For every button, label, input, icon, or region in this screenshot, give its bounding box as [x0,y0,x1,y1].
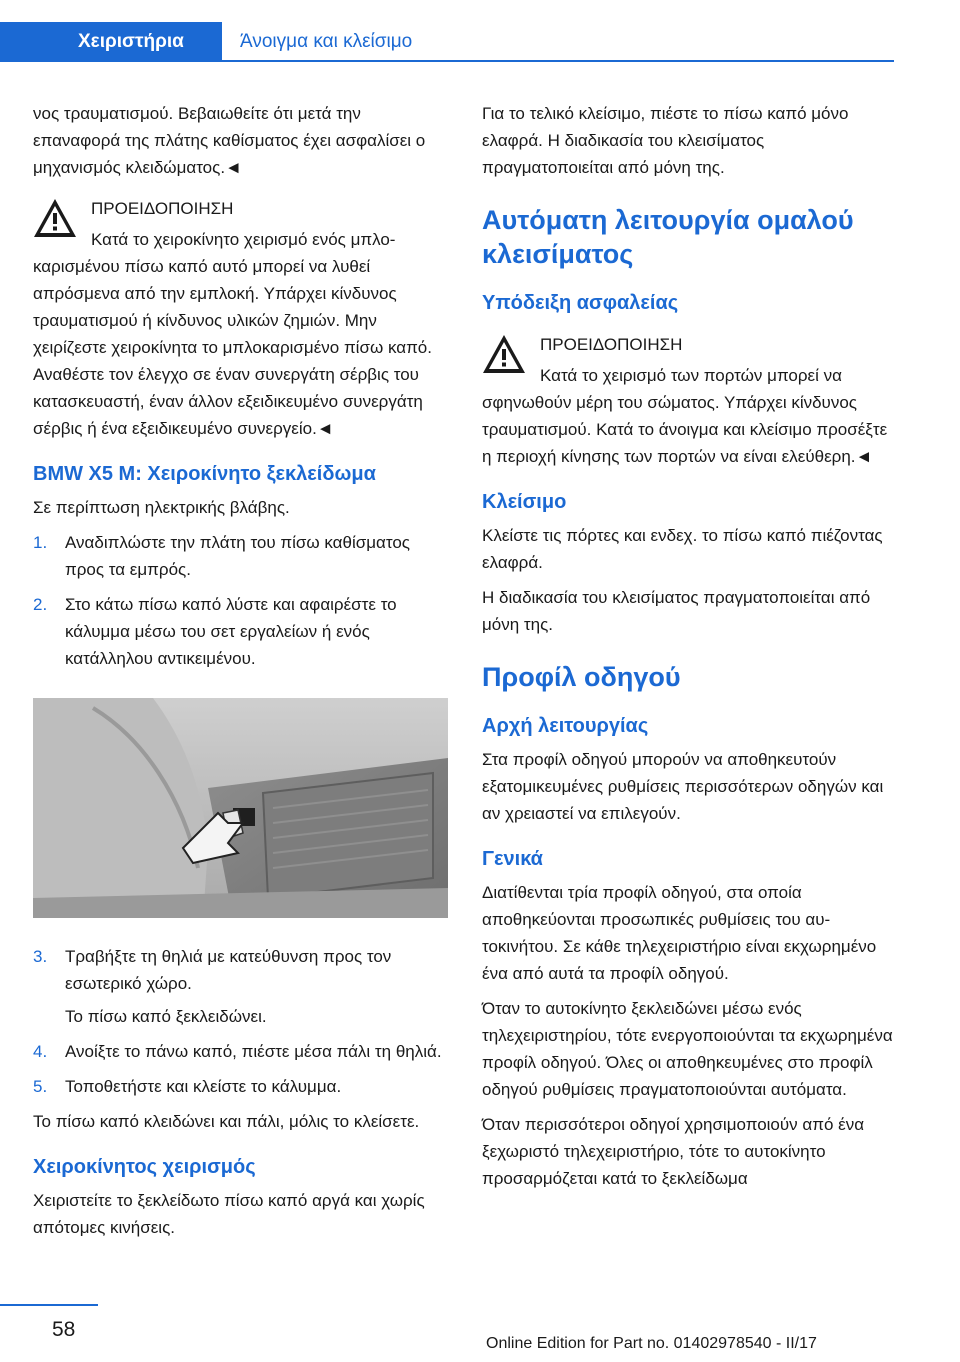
trunk-release-photo [33,698,448,918]
right-column [482,100,900,1200]
page-number: 58 [52,1318,76,1341]
list-item [33,1038,448,1065]
step-text: Ανοίξτε το πάνω καπό, πιέστε μέσα πάλι τη θηλιά. [65,1042,442,1061]
manual-operation-paragraph: Χειριστείτε το ξεκλείδωτο πίσω καπό αργά και χωρίς απότομες κινήσεις. [33,1191,425,1237]
left-column [33,100,448,1249]
tab-opening-closing[interactable]: Άνοιγμα και κλείσιμο [240,31,413,52]
steps-list-b [33,943,448,1100]
step-number: 1. [33,533,48,552]
after-steps-paragraph: Το πίσω καπό κλειδώνει και πάλι, μόλις το κλείσετε. [33,1112,420,1131]
step-text: Τοποθετήστε και κλείστε το κάλυμμα. [65,1077,342,1096]
step-result: Το πίσω καπό ξεκλειδώνει. [65,1007,267,1026]
warning-block [482,331,900,470]
tab-controls[interactable]: Χειριστήρια [0,22,222,62]
general-paragraph-1: Διατίθενται τρία προφίλ οδηγού, στα οποία αποθηκεύονται προσωπικές ρυθμίσεις του αυτοκινήτου. Σε κάθε τηλεχειριστήριο είναι εκχωρημένο ένα από αυτά τα προφίλ οδηγού. [482,883,877,983]
warning-body: Κατά το χειροκίνητο χειρισμό ενός μπλοκαρισμένου πίσω καπό αυτό μπορεί να λυθεί απρόσμενα από την εμπλοκή. Υπάρχει κίνδυνος τραυματισμού ή κίνδυνος υλικών ζημιών. Μην χειρίζεστε χειροκίνητα το μπλοκαρισμένο πίσω καπό. Αναθέστε τον έλεγχο σε έναν συνεργάτη σέρβις του κατασκευαστή, έναν άλλον εξειδικευμένο συνεργάτη σέρβις ή ένα εξειδικευμένο συνεργείο.◄ [33,230,432,438]
warning-triangle-icon [33,197,77,239]
step-number: 3. [33,947,48,966]
warning-title: ΠΡΟΕΙΔΟΠΟΙΗΣΗ [91,199,234,218]
principle-paragraph: Στα προφίλ οδηγού μπορούν να αποθηκευτούν εξατομικευμένες ρυθμίσεις περισσότερων οδηγών και αν χρειαστεί να επιλεγούν. [482,750,884,823]
section-title-manual-operation: Χειροκίνητος χειρισμός [33,1156,256,1178]
footer-rule [0,1304,98,1306]
closing-paragraph-1: Κλείστε τις πόρτες και ενδεχ. το πίσω καπό πιέζοντας ελαφρά. [482,526,883,572]
step-text: Στο κάτω πίσω καπό λύστε και αφαιρέστε το κάλυμμα μέσω του σετ εργαλείων ή ενός κατάλληλου αντικειμένου. [65,595,397,668]
header-rule [222,60,894,62]
list-item [33,591,448,672]
step-text: Τραβήξτε τη θηλιά με κατεύθυνση προς τον εσωτερικό χώρο. [65,947,392,993]
section-title-manual-unlock: BMW X5 M: Χειροκίνητο ξεκλείδωμα [33,463,376,485]
steps-list-a [33,529,448,672]
step-number: 2. [33,595,48,614]
edition-note: Online Edition for Part no. 01402978540 - II/17 [486,1335,817,1352]
list-item [33,1073,448,1100]
section-title-soft-close: Αυτόματη λειτουργία ομαλού κλεισίματος [482,205,854,269]
page-header [0,0,960,64]
warning-triangle-icon [482,333,526,375]
closing-paragraph-2: Η διαδικασία του κλεισίματος πραγματοποιείται από μόνη της. [482,588,871,634]
subsection-title-principle: Αρχή λειτουργίας [482,715,649,737]
warning-title: ΠΡΟΕΙΔΟΠΟΙΗΣΗ [540,335,683,354]
warning-body: Κατά το χειρισμό των πορτών μπορεί να σφηνωθούν μέρη του σώματος. Υπάρχει κίνδυνος τραυματισμού. Κατά το άνοιγμα και κλείσιμο προσέξτε η περιοχή κίνησης των πορτών να είναι ελεύθερη.◄ [482,366,888,466]
section-intro: Σε περίπτωση ηλεκτρικής βλάβης. [33,498,290,517]
subsection-title-closing: Κλείσιμο [482,491,567,513]
section-title-driver-profile: Προφίλ οδηγού [482,662,681,692]
step-text: Αναδιπλώστε την πλάτη του πίσω καθίσματος προς τα εμπρός. [65,533,410,579]
step-number: 5. [33,1077,48,1096]
intro-paragraph: νος τραυματισμού. Βεβαιωθείτε ότι μετά την επαναφορά της πλάτης καθίσματος έχει ασφαλίσει ο μηχανισμός κλειδώματος.◄ [33,104,426,177]
general-paragraph-3: Όταν περισσότεροι οδηγοί χρησιμοποιούν από ένα ξεχωριστό τηλεχειριστήριο, τότε το αυτοκίνητο προσαρμόζεται κατά το ξεκλείδωμα [482,1115,865,1188]
list-item [33,943,448,1030]
warning-block [33,195,448,442]
list-item [33,529,448,583]
general-paragraph-2: Όταν το αυτοκίνητο ξεκλειδώνει μέσω ενός τηλεχειριστηρίου, τότε ενεργοποιούνται τα εκχωρημένα προφίλ οδηγού. Όλες οι αποθηκευμένες στο προφίλ οδηγού ρυθμίσεις πραγματοποιούνται αυτόματα. [482,999,893,1099]
subsection-title-general: Γενικά [482,848,543,870]
final-closing-paragraph: Για το τελικό κλείσιμο, πιέστε το πίσω καπό μόνο ελαφρά. Η διαδικασία του κλεισίματος πραγματοποιείται από μόνη της. [482,104,849,177]
step-number: 4. [33,1042,48,1061]
subsection-title-safety: Υπόδειξη ασφαλείας [482,292,679,314]
